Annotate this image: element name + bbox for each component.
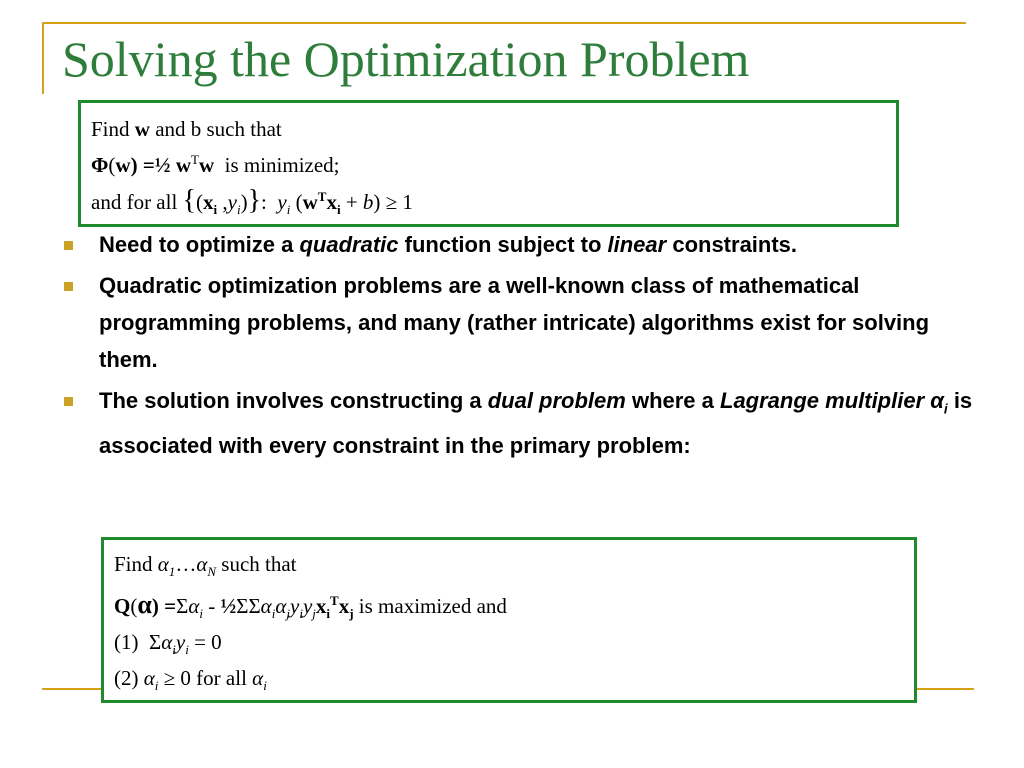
dual-line-3: (1) $\Sigma\alpha_iy_i = 0$ bbox=[114, 630, 222, 658]
phi-symbol: Φ bbox=[91, 153, 109, 177]
primal-line-1 bbox=[91, 119, 282, 140]
bullet-square-icon bbox=[64, 241, 73, 250]
top-rule bbox=[42, 22, 966, 24]
primal-line-3: and for all {($x_i$ $,y_i$)}: $y_i$ $(w^Tx_i + b) \ge 1$ bbox=[91, 185, 413, 218]
dual-line-4: (2) $\alpha_i \ge 0$ for all $\alpha_i$ bbox=[114, 666, 267, 694]
bullet-list bbox=[62, 226, 982, 468]
slide-title: Solving the Optimization Problem bbox=[62, 31, 750, 87]
w-symbol: w bbox=[134, 117, 150, 141]
dual-line-1: Find $\alpha_1\dots\alpha_N$ such that bbox=[114, 552, 297, 580]
primal-line-2: Φ(w) =½ $w^Tw$ is minimized; bbox=[91, 152, 340, 177]
bullet-item: Quadratic optimization problems are a well-known class of mathematical programming problems, and many (rather intricate) algorithms exist for solving them. bbox=[62, 267, 982, 378]
dual-line-2: $Q(\alpha) =\Sigma\alpha_i$ - $\frac{1}{2}\Sigma\Sigma\alpha_i\alpha_jy_iy_jx_i^Tx_j$ is maximized and bbox=[114, 590, 507, 622]
such-that-text: and b such that bbox=[155, 117, 282, 141]
minimized-text: is minimized; bbox=[224, 153, 340, 177]
bullet-item: The solution involves constructing a dual problem where a Lagrange multiplier $\alpha_i$ is associated with every constraint in the primary problem: bbox=[62, 382, 982, 464]
dual-problem-box bbox=[101, 537, 917, 703]
bullet-square-icon bbox=[64, 397, 73, 406]
find-text: Find bbox=[91, 117, 130, 141]
primal-problem-box bbox=[78, 100, 899, 227]
bullet-item: Need to optimize a quadratic function subject to linear constraints. bbox=[62, 226, 982, 263]
bullet-square-icon bbox=[64, 282, 73, 291]
left-rule bbox=[42, 22, 44, 94]
